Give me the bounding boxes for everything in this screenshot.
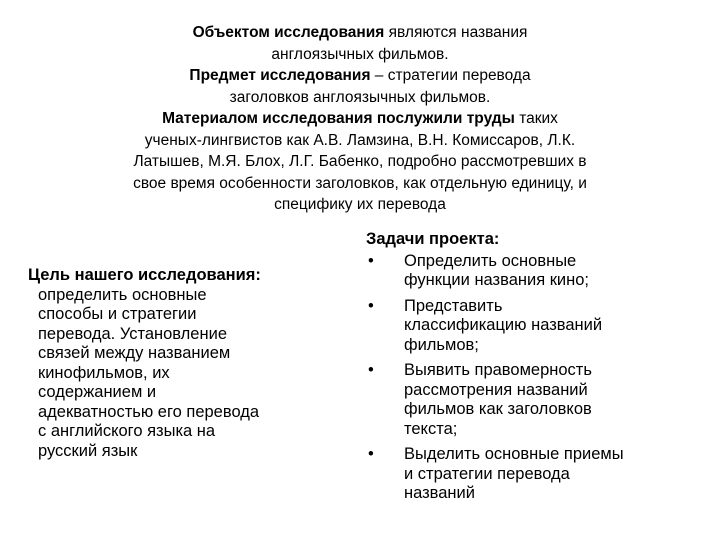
task-line: Определить основные — [404, 251, 577, 270]
task-line: и стратегии перевода — [404, 464, 570, 483]
task-line: рассмотрения названий — [404, 380, 588, 399]
task-line: Выявить правомерность — [404, 361, 592, 379]
task-line: классификацию названий — [404, 316, 603, 334]
material-text-1: таких — [514, 110, 558, 127]
object-text-1: являются названия — [384, 24, 528, 41]
bullet-icon: • — [368, 251, 374, 270]
material-line-1 — [40, 108, 680, 130]
goal-block — [28, 266, 328, 461]
object-line-2: англоязычных фильмов. — [271, 45, 449, 63]
task-line: Представить — [404, 296, 503, 315]
material-line-5: специфику их перевода — [274, 196, 446, 213]
goal-line: определить основные — [38, 285, 207, 304]
task-line: фильмов как заголовков — [404, 400, 592, 418]
task-line: фильмов; — [404, 335, 479, 354]
subject-line-1 — [40, 65, 680, 87]
subject-line-2: заголовков англоязычных фильмов. — [229, 88, 491, 106]
task-item — [366, 445, 686, 504]
material-line-2: ученых-лингвистов как А.В. Ламзина, В.Н. Комиссаров, Л.К. — [144, 131, 576, 149]
goal-body — [28, 286, 328, 462]
subject-label: Предмет исследования — [189, 67, 371, 84]
goal-line: кинофильмов, их — [38, 363, 170, 382]
task-line: Выделить основные приемы — [404, 445, 624, 463]
tasks-heading: Задачи проекта: — [366, 230, 500, 248]
task-line: текста; — [404, 419, 458, 438]
subject-text-1: – стратегии перевода — [370, 67, 531, 84]
object-line-1 — [40, 22, 680, 44]
object-label: Объектом исследования — [192, 24, 385, 41]
goal-line: адекватностью его перевода — [38, 402, 260, 421]
goal-line: с английского языка на — [38, 422, 216, 440]
goal-line: русский язык — [38, 441, 138, 460]
intro-block — [40, 22, 680, 216]
bullet-icon: • — [368, 361, 374, 379]
task-item — [366, 297, 686, 356]
material-line-3: Латышев, М.Я. Блох, Л.Г. Бабенко, подробно рассмотревших в — [133, 153, 587, 170]
goal-line: содержанием и — [38, 383, 157, 401]
goal-heading: Цель нашего исследования: — [28, 266, 261, 284]
task-item — [366, 252, 686, 291]
goal-line: перевода. Установление — [38, 324, 227, 343]
tasks-list — [366, 252, 686, 504]
material-label: Материалом исследования послужили труды — [162, 110, 515, 127]
task-line: функции названия кино; — [404, 271, 590, 289]
tasks-block — [366, 230, 686, 510]
task-item — [366, 361, 686, 439]
material-line-4: свое время особенности заголовков, как отдельную единицу, и — [133, 174, 587, 192]
task-line: названий — [404, 484, 475, 502]
bullet-icon: • — [368, 445, 374, 463]
goal-line: способы и стратегии — [38, 305, 197, 323]
bullet-icon: • — [368, 296, 374, 315]
goal-line: связей между названием — [38, 344, 231, 362]
